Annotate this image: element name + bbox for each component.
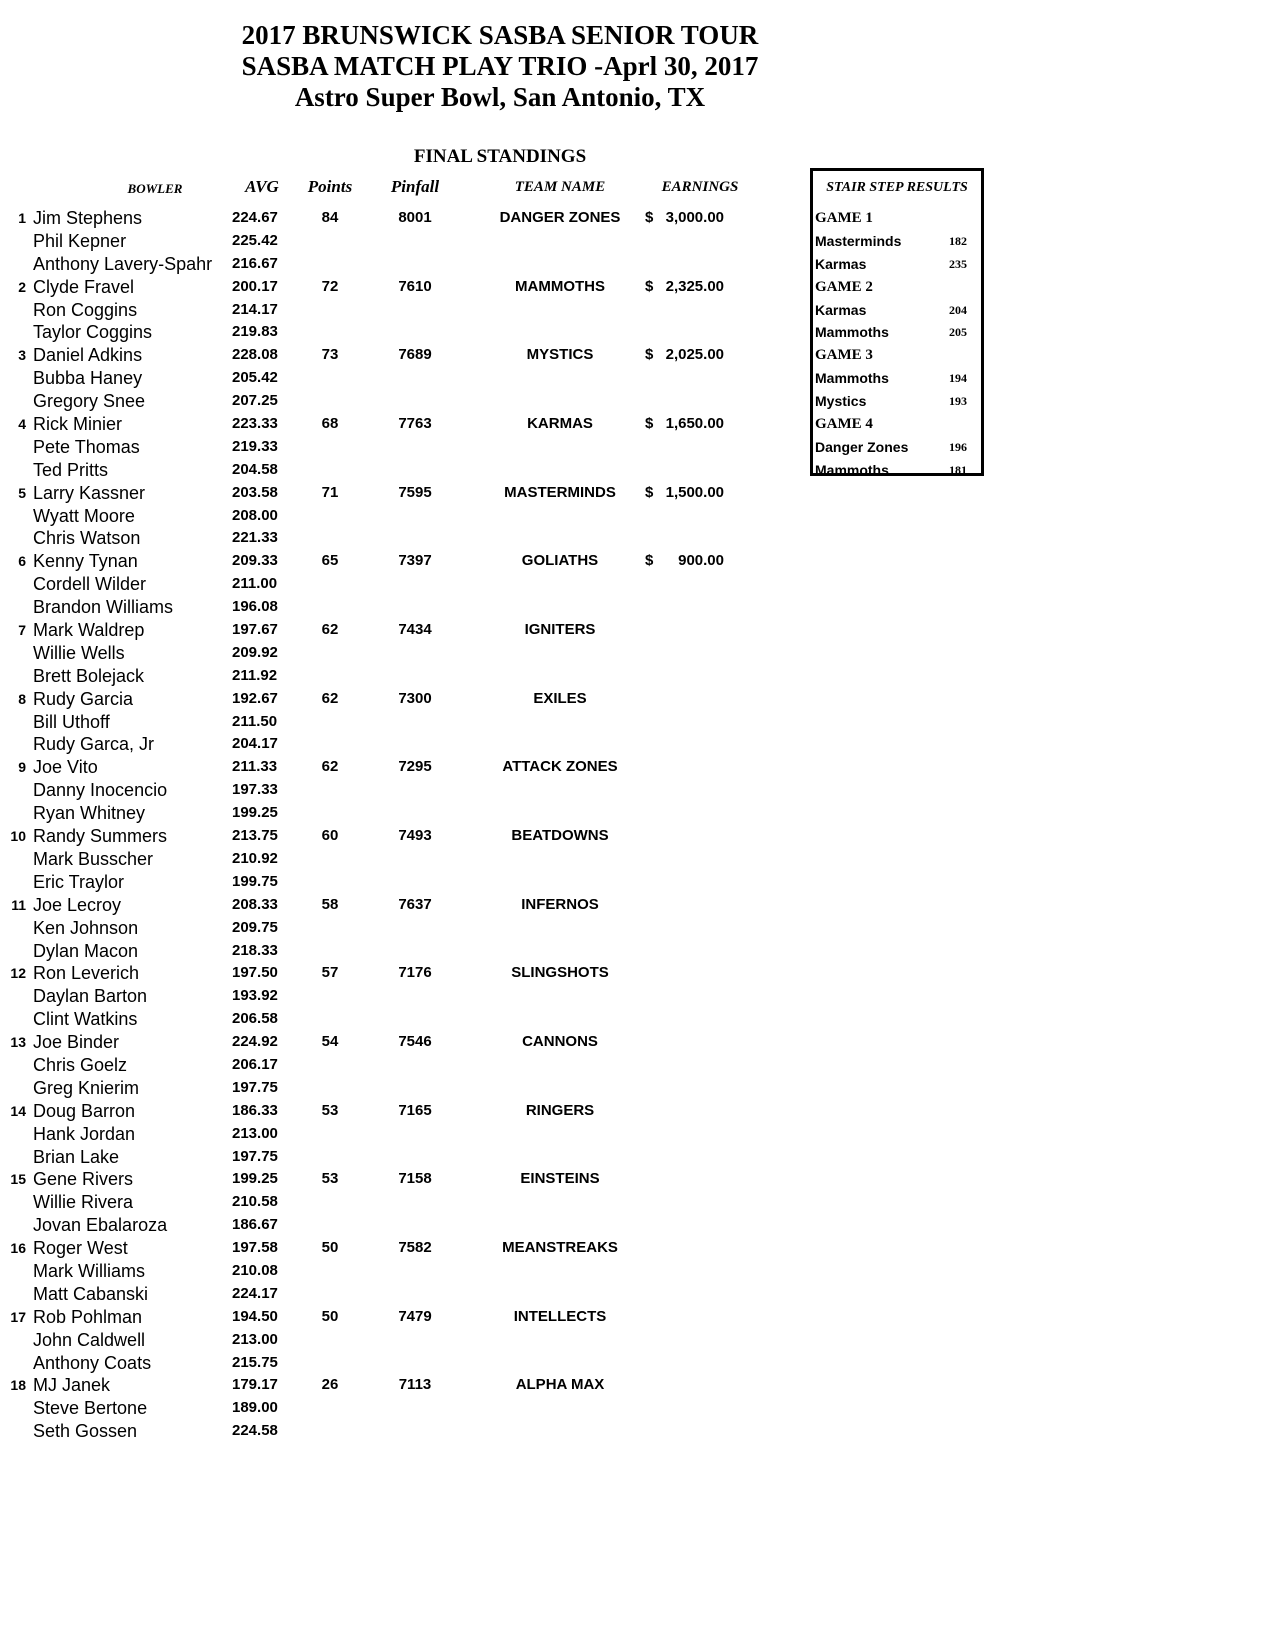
team-points: 54 — [321, 1033, 339, 1051]
team-points: 60 — [321, 827, 339, 845]
stair-team-name: Mammoths — [815, 370, 889, 387]
stair-team-score: 196 — [949, 439, 967, 454]
standings-table — [0, 207, 760, 1443]
team-pinfall: 7582 — [398, 1239, 432, 1257]
stair-team-name: Karmas — [815, 255, 867, 272]
team-name: MEANSTREAKS — [502, 1239, 618, 1257]
bowler-average: 194.50 — [232, 1307, 278, 1325]
table-row — [0, 1008, 760, 1031]
currency-symbol: $ — [645, 415, 654, 433]
table-row — [0, 390, 760, 413]
team-pinfall: 7113 — [398, 1376, 432, 1394]
bowler-average: 218.33 — [232, 941, 278, 959]
stair-game-row — [813, 276, 981, 299]
bowler-name: Willie Wells — [33, 642, 125, 663]
team-pinfall: 8001 — [398, 209, 432, 226]
bowler-average: 186.67 — [232, 1216, 278, 1234]
bowler-name: Chris Watson — [33, 528, 141, 549]
table-row — [0, 848, 760, 871]
team-name: EINSTEINS — [520, 1170, 600, 1188]
stair-team-score: 193 — [949, 394, 967, 409]
bowler-average: 211.00 — [232, 575, 278, 593]
bowler-average: 186.33 — [232, 1101, 278, 1119]
bowler-name: Ted Pritts — [33, 459, 109, 480]
stair-team-name: Danger Zones — [815, 438, 909, 455]
stair-result-row — [813, 253, 981, 276]
table-row — [0, 344, 760, 367]
stair-step-rows — [813, 207, 981, 482]
team-points: 50 — [321, 1239, 339, 1257]
bowler-average: 224.92 — [232, 1033, 278, 1051]
bowler-average: 179.17 — [232, 1376, 278, 1394]
team-rank: 16 — [10, 1240, 26, 1257]
team-points: 26 — [321, 1376, 339, 1394]
team-name: KARMAS — [527, 415, 593, 433]
bowler-name: John Caldwell — [33, 1329, 146, 1350]
currency-symbol: $ — [645, 277, 654, 295]
bowler-name: Mark Waldrep — [33, 620, 145, 641]
team-name: INTELLECTS — [513, 1307, 607, 1325]
table-row — [0, 802, 760, 825]
bowler-average: 208.00 — [232, 506, 278, 524]
bowler-average: 199.75 — [232, 872, 278, 890]
stair-game-label: GAME 3 — [815, 347, 873, 364]
team-rank: 11 — [11, 896, 26, 913]
bowler-name: Wyatt Moore — [33, 505, 135, 526]
team-rank: 18 — [10, 1377, 26, 1394]
bowler-name: Greg Knierim — [33, 1077, 140, 1098]
team-points: 58 — [321, 895, 339, 913]
bowler-average: 211.50 — [232, 712, 278, 730]
table-row — [0, 1168, 760, 1191]
bowler-average: 197.33 — [232, 781, 278, 799]
team-pinfall: 7689 — [398, 346, 432, 364]
stair-team-score: 205 — [949, 325, 967, 340]
team-points: 50 — [321, 1307, 339, 1325]
team-name: ALPHA MAX — [515, 1376, 605, 1394]
bowler-average: 224.58 — [232, 1422, 278, 1440]
bowler-average: 213.00 — [232, 1124, 278, 1142]
bowler-name: Brandon Williams — [33, 597, 174, 618]
bowler-average: 214.17 — [232, 300, 278, 318]
team-name: IGNITERS — [524, 621, 596, 639]
table-row — [0, 619, 760, 642]
bowler-name: Steve Bertone — [33, 1398, 148, 1419]
table-row — [0, 1077, 760, 1100]
bowler-average: 206.58 — [232, 1010, 278, 1028]
bowler-name: Daylan Barton — [33, 986, 148, 1007]
bowler-average: 209.33 — [232, 552, 278, 570]
team-pinfall: 7165 — [398, 1101, 432, 1119]
table-row — [0, 1397, 760, 1420]
bowler-average: 197.75 — [232, 1078, 278, 1096]
table-row — [0, 871, 760, 894]
table-row — [0, 1283, 760, 1306]
bowler-average: 199.25 — [232, 1170, 278, 1188]
team-rank: 8 — [18, 690, 26, 707]
team-name: MAMMOTHS — [515, 277, 605, 295]
bowler-name: Rudy Garcia — [33, 688, 134, 709]
bowler-average: 204.58 — [232, 460, 278, 478]
table-row — [0, 1214, 760, 1237]
team-rank: 15 — [10, 1171, 26, 1188]
team-points: 53 — [321, 1170, 339, 1188]
stair-game-label: GAME 1 — [815, 210, 873, 226]
table-row — [0, 642, 760, 665]
table-row — [0, 276, 760, 299]
table-row — [0, 367, 760, 390]
bowler-average: 199.25 — [232, 804, 278, 822]
stair-team-score: 204 — [949, 302, 967, 317]
stair-game-row — [813, 207, 981, 230]
column-header-team-name: TEAM NAME — [514, 179, 606, 195]
bowler-average: 205.42 — [232, 369, 278, 387]
team-points: 62 — [321, 689, 339, 707]
bowler-name: Chris Goelz — [33, 1054, 128, 1075]
bowler-average: 193.92 — [232, 987, 278, 1005]
currency-symbol: $ — [645, 346, 654, 364]
table-row — [0, 1100, 760, 1123]
team-rank: 13 — [10, 1034, 26, 1051]
table-row — [0, 688, 760, 711]
bowler-name: Cordell Wilder — [33, 574, 147, 595]
team-earnings: 1,650.00 — [665, 415, 724, 433]
bowler-name: Mark Williams — [33, 1260, 145, 1281]
bowler-name: Brian Lake — [33, 1146, 120, 1167]
team-rank: 4 — [18, 416, 26, 433]
stair-team-name: Masterminds — [815, 232, 902, 249]
team-name: INFERNOS — [521, 895, 599, 913]
bowler-average: 196.08 — [232, 598, 278, 616]
team-rank: 6 — [18, 553, 26, 570]
team-name: DANGER ZONES — [499, 209, 621, 226]
team-pinfall: 7637 — [398, 895, 432, 913]
stair-result-row — [813, 436, 981, 459]
team-name: BEATDOWNS — [511, 827, 609, 845]
bowler-average: 221.33 — [232, 529, 278, 547]
bowler-name: Danny Inocencio — [33, 780, 168, 801]
stair-game-row — [813, 413, 981, 436]
table-row — [0, 230, 760, 253]
team-points: 62 — [321, 758, 339, 776]
bowler-average: 213.00 — [232, 1330, 278, 1348]
bowler-name: Jim Stephens — [33, 208, 143, 228]
table-row — [0, 1237, 760, 1260]
table-row — [0, 711, 760, 734]
table-row — [0, 459, 760, 482]
bowler-name: Rudy Garca, Jr — [33, 734, 155, 755]
bowler-name: Willie Rivera — [33, 1192, 134, 1213]
bowler-name: Rick Minier — [33, 414, 123, 435]
stair-result-row — [813, 299, 981, 322]
bowler-average: 209.92 — [232, 643, 278, 661]
document-title-block — [230, 20, 770, 113]
bowler-average: 192.67 — [232, 689, 278, 707]
column-header-earnings: EARNINGS — [661, 179, 739, 195]
team-points: 73 — [321, 346, 339, 364]
team-name: GOLIATHS — [521, 552, 599, 570]
table-row — [0, 1420, 760, 1443]
bowler-average: 215.75 — [232, 1353, 278, 1371]
table-row — [0, 1374, 760, 1397]
team-pinfall: 7763 — [398, 415, 432, 433]
table-row — [0, 894, 760, 917]
final-standings-heading: FINAL STANDINGS — [413, 146, 587, 167]
stair-team-name: Karmas — [815, 301, 867, 318]
table-row — [0, 1054, 760, 1077]
table-row — [0, 825, 760, 848]
bowler-name: Larry Kassner — [33, 482, 146, 503]
table-row — [0, 779, 760, 802]
team-rank: 1 — [18, 210, 26, 226]
bowler-average: 204.17 — [232, 735, 278, 753]
table-row — [0, 253, 760, 276]
stair-step-title: STAIR STEP RESULTS — [826, 180, 968, 195]
bowler-name: MJ Janek — [33, 1375, 111, 1396]
team-name: ATTACK ZONES — [502, 758, 618, 776]
bowler-average: 207.25 — [232, 392, 278, 410]
bowler-name: Eric Traylor — [33, 871, 125, 892]
stair-team-name: Mystics — [815, 393, 867, 410]
team-pinfall: 7434 — [398, 621, 432, 639]
team-rank: 9 — [18, 759, 26, 776]
column-header-pinfall: Pinfall — [390, 177, 440, 196]
team-points: 62 — [321, 621, 339, 639]
table-row — [0, 482, 760, 505]
table-row — [0, 207, 760, 230]
bowler-name: Brett Bolejack — [33, 665, 145, 686]
team-pinfall: 7397 — [398, 552, 432, 570]
table-row — [0, 550, 760, 573]
team-pinfall: 7610 — [398, 277, 432, 295]
stair-team-score: 194 — [949, 371, 967, 386]
team-earnings: 1,500.00 — [665, 483, 724, 501]
team-earnings: 900.00 — [678, 552, 724, 570]
bowler-average: 228.08 — [232, 346, 278, 364]
bowler-average: 216.67 — [232, 254, 278, 272]
bowler-name: Anthony Lavery-Spahr — [33, 253, 213, 274]
table-row — [0, 1352, 760, 1375]
team-name: EXILES — [533, 689, 587, 707]
team-points: 71 — [321, 483, 339, 501]
bowler-average: 208.33 — [232, 895, 278, 913]
bowler-average: 225.42 — [232, 231, 278, 249]
team-rank: 10 — [10, 828, 26, 845]
bowler-name: Phil Kepner — [33, 230, 127, 251]
table-row — [0, 733, 760, 756]
column-header-avg: AVG — [245, 177, 279, 196]
team-points: 84 — [321, 209, 339, 226]
stair-step-results-box — [810, 168, 984, 476]
bowler-average: 219.33 — [232, 437, 278, 455]
team-name: CANNONS — [522, 1033, 598, 1051]
bowler-average: 210.08 — [232, 1261, 278, 1279]
bowler-average: 209.75 — [232, 918, 278, 936]
table-row — [0, 665, 760, 688]
team-rank: 17 — [10, 1308, 26, 1325]
team-points: 57 — [321, 964, 339, 982]
bowler-name: Clint Watkins — [33, 1009, 138, 1030]
team-pinfall: 7546 — [398, 1033, 432, 1051]
bowler-name: Anthony Coats — [33, 1352, 152, 1373]
bowler-average: 219.83 — [232, 323, 278, 341]
stair-result-row — [813, 459, 981, 482]
table-row — [0, 917, 760, 940]
team-pinfall: 7295 — [398, 758, 432, 776]
team-earnings: 2,325.00 — [665, 277, 724, 295]
team-rank: 3 — [18, 347, 26, 364]
bowler-average: 224.67 — [232, 209, 278, 226]
bowler-average: 211.92 — [232, 666, 278, 684]
stair-team-score: 182 — [949, 233, 967, 248]
team-pinfall: 7595 — [398, 483, 432, 501]
bowler-average: 224.17 — [232, 1284, 278, 1302]
team-rank: 12 — [10, 965, 26, 982]
table-row — [0, 1146, 760, 1169]
bowler-average: 197.58 — [232, 1239, 278, 1257]
table-row — [0, 1031, 760, 1054]
bowler-name: Bill Uthoff — [33, 711, 110, 732]
table-row — [0, 1191, 760, 1214]
table-row — [0, 527, 760, 550]
bowler-average: 213.75 — [232, 827, 278, 845]
bowler-average: 210.92 — [232, 849, 278, 867]
bowler-name: Rob Pohlman — [33, 1306, 143, 1327]
bowler-name: Bubba Haney — [33, 368, 143, 389]
bowler-name: Joe Lecroy — [33, 894, 122, 915]
bowler-average: 223.33 — [232, 415, 278, 433]
bowler-name: Taylor Coggins — [33, 322, 153, 343]
bowler-name: Matt Cabanski — [33, 1283, 149, 1304]
bowler-average: 203.58 — [232, 483, 278, 501]
currency-symbol: $ — [645, 483, 654, 501]
bowler-name: Joe Binder — [33, 1032, 120, 1053]
stair-team-score: 235 — [949, 256, 967, 271]
title-line-2: SASBA MATCH PLAY TRIO -Aprl 30, 2017 — [241, 51, 759, 81]
bowler-average: 211.33 — [232, 758, 278, 776]
table-row — [0, 573, 760, 596]
bowler-average: 210.58 — [232, 1193, 278, 1211]
stair-result-row — [813, 390, 981, 413]
bowler-average: 197.67 — [232, 621, 278, 639]
bowler-name: Jovan Ebalaroza — [33, 1215, 168, 1236]
bowler-name: Seth Gossen — [33, 1421, 138, 1442]
team-rank: 14 — [10, 1102, 26, 1119]
table-row — [0, 940, 760, 963]
currency-symbol: $ — [645, 552, 654, 570]
bowler-average: 197.50 — [232, 964, 278, 982]
table-row — [0, 299, 760, 322]
bowler-name: Clyde Fravel — [33, 276, 135, 297]
bowler-name: Joe Vito — [33, 757, 98, 778]
team-pinfall: 7479 — [398, 1307, 432, 1325]
bowler-name: Dylan Macon — [33, 940, 139, 961]
table-row — [0, 1123, 760, 1146]
bowler-average: 206.17 — [232, 1055, 278, 1073]
team-earnings: 2,025.00 — [665, 346, 724, 364]
bowler-name: Ron Coggins — [33, 299, 138, 320]
team-name: RINGERS — [525, 1101, 595, 1119]
bowler-name: Doug Barron — [33, 1100, 136, 1121]
stair-team-name: Mammoths — [815, 461, 889, 478]
stair-team-name: Mammoths — [815, 324, 889, 341]
stair-game-label: GAME 4 — [815, 416, 873, 433]
bowler-name: Mark Busscher — [33, 848, 154, 869]
team-pinfall: 7493 — [398, 827, 432, 845]
table-row — [0, 1329, 760, 1352]
table-row — [0, 413, 760, 436]
bowler-name: Randy Summers — [33, 826, 168, 847]
stair-game-label: GAME 2 — [815, 278, 873, 295]
stair-result-row — [813, 367, 981, 390]
stair-game-row — [813, 344, 981, 367]
bowler-average: 200.17 — [232, 277, 278, 295]
team-earnings: 3,000.00 — [665, 209, 724, 226]
stair-result-row — [813, 321, 981, 344]
team-pinfall: 7176 — [398, 964, 432, 982]
bowler-name: Roger West — [33, 1238, 128, 1259]
stair-result-row — [813, 230, 981, 253]
table-row — [0, 321, 760, 344]
bowler-name: Ryan Whitney — [33, 803, 146, 824]
bowler-name: Daniel Adkins — [33, 345, 143, 366]
team-name: MYSTICS — [526, 346, 594, 364]
team-rank: 5 — [18, 484, 26, 501]
bowler-name: Hank Jordan — [33, 1123, 136, 1144]
table-row — [0, 962, 760, 985]
bowler-average: 189.00 — [232, 1399, 278, 1417]
currency-symbol: $ — [645, 209, 654, 226]
team-points: 72 — [321, 277, 339, 295]
bowler-name: Gene Rivers — [33, 1169, 134, 1190]
table-row — [0, 596, 760, 619]
table-row — [0, 436, 760, 459]
column-header-points: Points — [307, 177, 353, 196]
team-rank: 2 — [18, 278, 26, 295]
team-points: 68 — [321, 415, 339, 433]
table-row — [0, 756, 760, 779]
column-header-bowler: BOWLER — [127, 181, 183, 196]
bowler-average: 197.75 — [232, 1147, 278, 1165]
team-pinfall: 7158 — [398, 1170, 432, 1188]
bowler-name: Gregory Snee — [33, 391, 146, 412]
bowler-name: Ken Johnson — [33, 917, 139, 938]
team-pinfall: 7300 — [398, 689, 432, 707]
table-row — [0, 1260, 760, 1283]
team-points: 53 — [321, 1101, 339, 1119]
title-line-3: Astro Super Bowl, San Antonio, TX — [294, 82, 706, 112]
stair-team-score: 181 — [949, 462, 967, 477]
team-rank: 7 — [18, 622, 26, 639]
title-line-1: 2017 BRUNSWICK SASBA SENIOR TOUR — [241, 20, 759, 50]
team-name: SLINGSHOTS — [511, 964, 609, 982]
team-points: 65 — [321, 552, 339, 570]
bowler-name: Pete Thomas — [33, 436, 140, 457]
bowler-name: Ron Leverich — [33, 963, 140, 984]
table-row — [0, 985, 760, 1008]
table-row — [0, 1306, 760, 1329]
team-name: MASTERMINDS — [504, 483, 616, 501]
table-row — [0, 505, 760, 528]
bowler-name: Kenny Tynan — [33, 551, 138, 572]
